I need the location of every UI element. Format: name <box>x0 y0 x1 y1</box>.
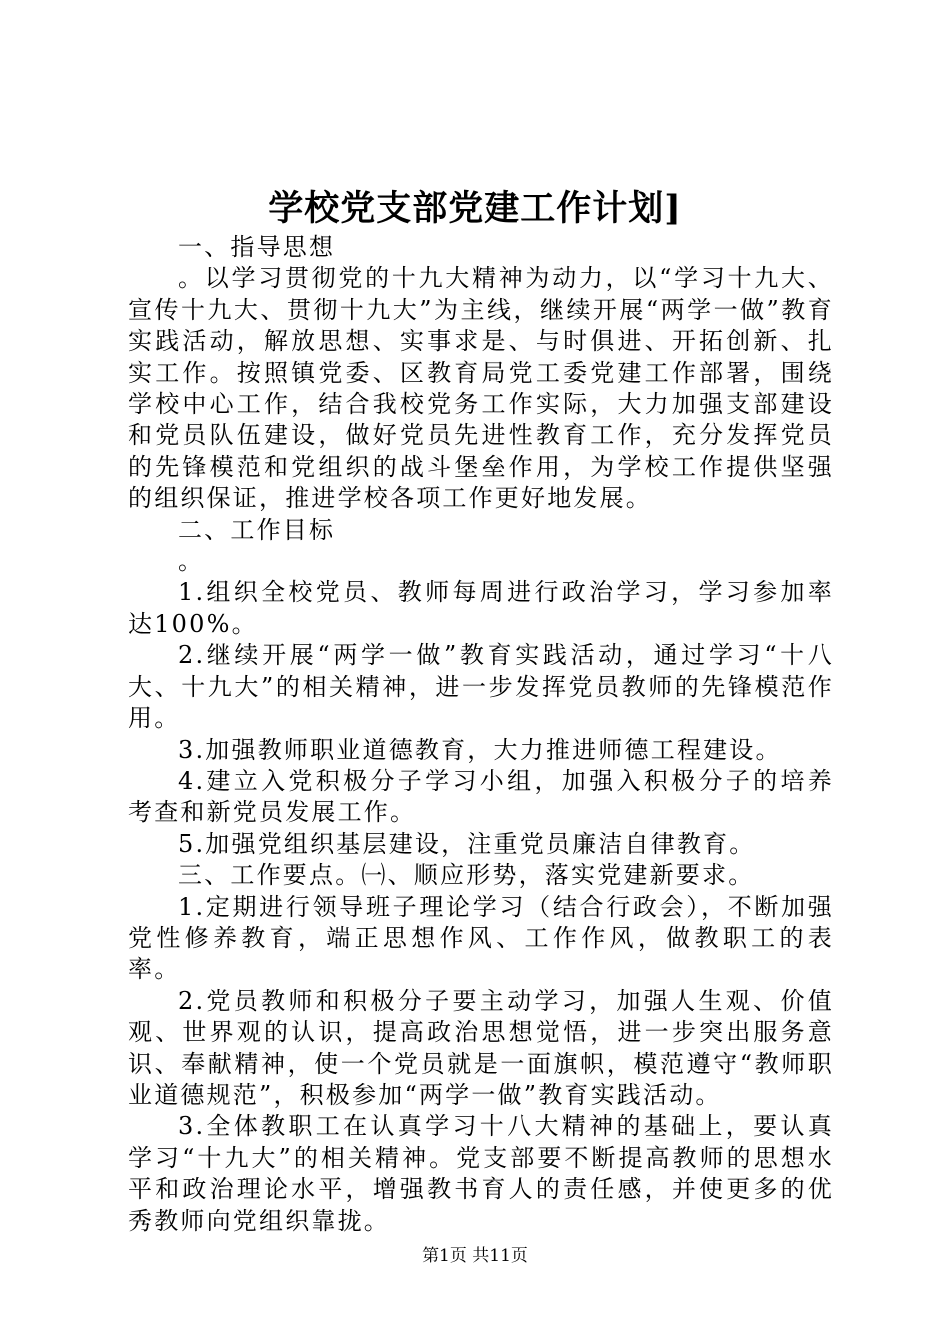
goal-item-4: 4.建立入党积极分子学习小组，加强入积极分子的培养考查和新党员发展工作。 <box>128 766 834 827</box>
goal-item-1: 1.组织全校党员、教师每周进行政治学习，学习参加率达100%。 <box>128 578 834 638</box>
document-title: 学校党支部党建工作计划] <box>268 188 682 229</box>
work-point-item-2: 2.党员教师和积极分子要主动学习，加强人生观、价值观、世界观的认识，提高政治思想觉悟，进一步突出服务意识、奉献精神，使一个党员就是一面旗帜，模范遵守“教师职业道德规范”，积极参加“两学一做”教育实践活动。 <box>128 986 834 1109</box>
document-body <box>128 232 834 1237</box>
paragraph-guiding-ideology: 。以学习贯彻党的十九大精神为动力，以“学习十九大、宣传十九大、贯彻十九大”为主线，继续开展“两学一做”教育实践活动，解放思想、实事求是、与时俱进、开拓创新、扎实工作。按照镇党委、区教育局党工委党建工作部署，围绕学校中心工作，结合我校党务工作实际，大力加强支部建设和党员队伍建设，做好党员先进性教育工作，充分发挥党员的先锋模范和党组织的战斗堡垒作用，为学校工作提供坚强的组织保证，推进学校各项工作更好地发展。 <box>128 264 834 513</box>
goal-item-2: 2.继续开展“两学一做”教育实践活动，通过学习“十八大、十九大”的相关精神，进一步发挥党员教师的先锋模范作用。 <box>128 641 834 733</box>
goal-item-3: 3.加强教师职业道德教育，大力推进师德工程建设。 <box>178 735 782 764</box>
paragraph-work-goals-mark: 。 <box>178 547 205 576</box>
section-heading-work-points: 三、工作要点。㈠、顺应形势，落实党建新要求。 <box>178 861 755 890</box>
section-heading-guiding-ideology: 一、指导思想 <box>178 233 336 261</box>
work-point-item-1: 1.定期进行领导班子理论学习（结合行政会），不断加强党性修养教育，端正思想作风、工作作风，做教职工的表率。 <box>128 892 834 984</box>
page-footer: 第1页 共11页 <box>422 1246 528 1266</box>
section-heading-work-goals: 二、工作目标 <box>178 515 336 544</box>
goal-item-5: 5.加强党组织基层建设，注重党员廉洁自律教育。 <box>178 829 756 858</box>
work-point-item-3: 3.全体教职工在认真学习十八大精神的基础上，要认真学习“十九大”的相关精神。党支部要不断提高教师的思想水平和政治理论水平，增强教书育人的责任感，并使更多的优秀教师向党组织靠拢。 <box>128 1112 834 1235</box>
